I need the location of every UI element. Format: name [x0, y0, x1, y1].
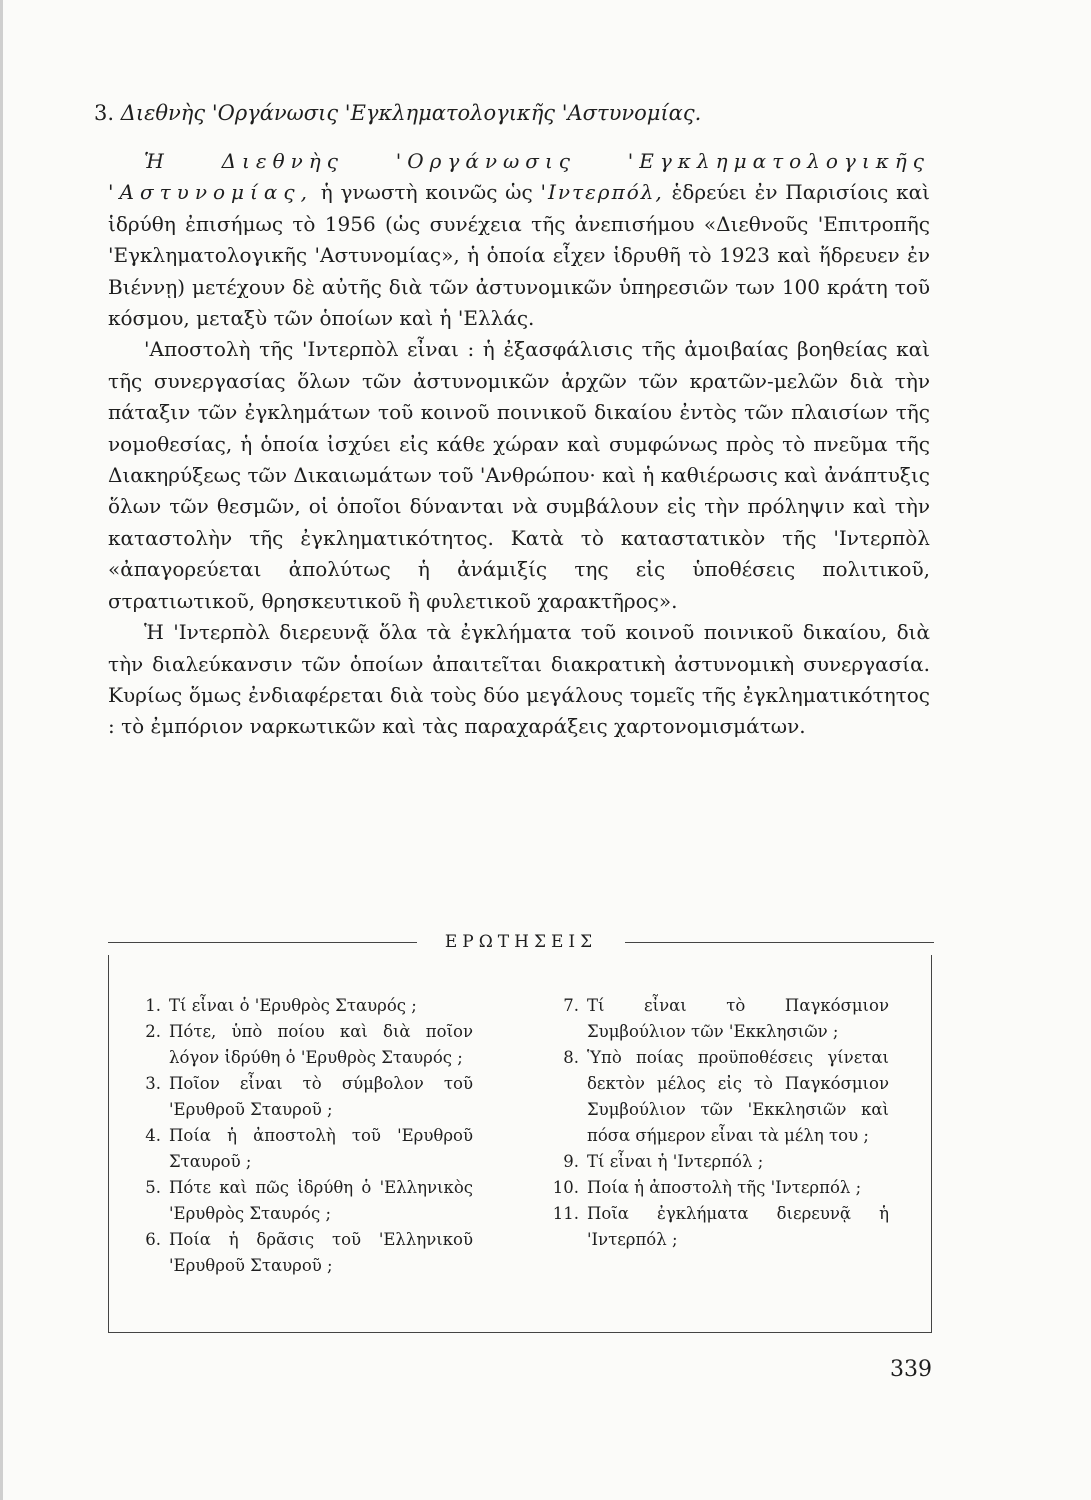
questions-rule-left — [108, 942, 417, 943]
question-number: 4. — [145, 1126, 161, 1145]
question-number: 3. — [145, 1074, 161, 1093]
question-text: Πότε καὶ πῶς ἱδρύθη ὁ 'Ελληνικὸς 'Ερυθρὸς Σταυρός ; — [169, 1178, 473, 1223]
question-text: Ποία ἡ ἀποστολὴ τῆς 'Ιντερπόλ ; — [587, 1178, 862, 1197]
interpol-name: 'Ιντερπόλ, — [540, 180, 664, 205]
question-number: 1. — [145, 996, 161, 1015]
question-item — [541, 1045, 889, 1149]
question-text: Τί εἶναι ὁ 'Ερυθρὸς Σταυρός ; — [169, 996, 417, 1015]
paragraph-1 — [108, 146, 930, 334]
questions-header — [108, 932, 934, 952]
question-item — [541, 1201, 889, 1253]
questions-column-right — [541, 955, 889, 1332]
question-item — [541, 1149, 889, 1175]
questions-box — [108, 955, 932, 1333]
question-item — [541, 993, 889, 1045]
question-item — [123, 1227, 473, 1279]
question-text: Τί εἶναι τὸ Παγκόσμιον Συμβούλιον τῶν 'Εκκλησιῶν ; — [587, 996, 889, 1041]
paragraph-3: Ἡ 'Ιντερπὸλ διερευνᾷ ὅλα τὰ ἐγκλήματα τοῦ κοινοῦ ποινικοῦ δικαίου, διὰ τὴν διαλεύκανσιν τῶν ὁποίων ἀπαιτεῖται διακρατικὴ ἀστυνομικὴ συνεργασία. Κυρίως ὅμως ἐνδιαφέρεται διὰ τοὺς δύο μεγάλους τομεῖς τῆς ἐγκληματικότητος : τὸ ἐμπόριον ναρκωτικῶν καὶ τὰς παραχαράξεις χαρτονομισμάτων. — [108, 620, 930, 739]
questions-column-left — [123, 955, 473, 1332]
question-number: 11. — [552, 1204, 579, 1223]
question-text: Ποία ἡ ἀποστολὴ τοῦ 'Ερυθροῦ Σταυροῦ ; — [169, 1126, 473, 1171]
question-item — [123, 993, 473, 1019]
section-title: Διεθνὴς 'Οργάνωσις 'Εγκληματολογικῆς 'Αστυνομίας. — [120, 101, 702, 125]
question-item — [123, 1123, 473, 1175]
question-text: Πότε, ὑπὸ ποίου καὶ διὰ ποῖον λόγον ἱδρύθη ὁ 'Ερυθρὸς Σταυρός ; — [169, 1022, 473, 1067]
question-number: 7. — [563, 996, 579, 1015]
page-number: 339 — [890, 1357, 932, 1382]
paragraph-1-text-a: ἡ γνωστὴ κοινῶς ὡς — [312, 180, 541, 205]
question-text: Ὑπὸ ποίας προϋποθέσεις γίνεται δεκτὸν μέλος εἰς τὸ Παγκόσμιον Συμβούλιον τῶν 'Εκκλησιῶν καὶ πόσα σήμερον εἶναι τὰ μέλη του ; — [587, 1048, 889, 1145]
questions-title: ΕΡΩΤΗΣΕΙΣ — [444, 932, 598, 952]
question-item — [123, 1071, 473, 1123]
question-text: Ποῖα ἐγκλήματα διερευνᾷ ἡ 'Ιντερπόλ ; — [587, 1204, 889, 1249]
paragraph-1-text-b: ἑδρεύει ἐν Παρισίοις καὶ ἱδρύθη ἐπισήμως τὸ 1956 (ὡς συνέχεια τῆς ἀνεπισήμου «Διεθνοῦς 'Επιτροπῆς 'Εγκληματολογικῆς 'Αστυνομίας», ἡ ὁποία εἶχεν ἱδρυθῆ τὸ 1923 καὶ ἥδρευεν ἐν Βιέννῃ) μετέχουν δὲ αὐτῆς διὰ τῶν ἀστυνομικῶν ὑπηρεσιῶν των 100 κράτη τοῦ κόσμου, μεταξὺ τῶν ὁποίων καὶ ἡ 'Ελλάς. — [108, 180, 931, 331]
questions-rule-right — [625, 942, 934, 943]
paragraph-2: 'Αποστολὴ τῆς 'Ιντερπὸλ εἶναι : ἡ ἐξασφάλισις τῆς ἀμοιβαίας βοηθείας καὶ τῆς συνεργασίας ὅλων τῶν ἀστυνομικῶν ἀρχῶν τῶν κρατῶν-μελῶν διὰ τὴν πάταξιν τῶν ἐγκλημάτων τοῦ κοινοῦ ποινικοῦ δικαίου ἐντὸς τῶν πλαισίων τῆς νομοθεσίας, ἡ ὁποία ἰσχύει εἰς κάθε χώραν καὶ συμφώνως πρὸς τὸ πνεῦμα τῆς Διακηρύξεως τῶν Δικαιωμάτων τοῦ 'Ανθρώπου· καὶ ἡ καθιέρωσις καὶ ἀνάπτυξις ὅλων τῶν θεσμῶν, οἱ ὁποῖοι δύνανται νὰ συμβάλουν εἰς τὴν πρόληψιν καὶ τὴν καταστολὴν τῆς ἐγκληματικότητος. Κατὰ τὸ καταστατικὸν τῆς 'Ιντερπὸλ «ἀπαγορεύεται ἀπολύτως ἡ ἀνάμιξίς της εἰς ὑποθέσεις πολιτικοῦ, στρατιωτικοῦ, θρησκευτικοῦ ἢ φυλετικοῦ χαρακτῆρος». — [108, 337, 930, 613]
question-text: Ποία ἡ δρᾶσις τοῦ 'Ελληνικοῦ 'Ερυθροῦ Σταυροῦ ; — [169, 1230, 473, 1275]
question-item — [123, 1175, 473, 1227]
question-text: Τί εἶναι ἡ 'Ιντερπόλ ; — [587, 1152, 764, 1171]
page-edge-line — [0, 0, 3, 1500]
organization-name: Ἡ Διεθνὴς 'Οργάνωσις 'Εγκληματολογικῆς 'Αστυνομίας, — [108, 149, 930, 205]
question-number: 9. — [563, 1152, 579, 1171]
question-text: Ποῖον εἶναι τὸ σύμβολον τοῦ 'Ερυθροῦ Σταυροῦ ; — [169, 1074, 473, 1119]
section-number: 3. — [94, 101, 115, 125]
question-number: 10. — [552, 1178, 579, 1197]
section-heading — [94, 98, 954, 128]
question-item — [541, 1175, 889, 1201]
question-item — [123, 1019, 473, 1071]
question-number: 2. — [145, 1022, 161, 1041]
body-text — [108, 146, 930, 743]
question-number: 6. — [145, 1230, 161, 1249]
question-number: 8. — [563, 1048, 579, 1067]
question-number: 5. — [145, 1178, 161, 1197]
